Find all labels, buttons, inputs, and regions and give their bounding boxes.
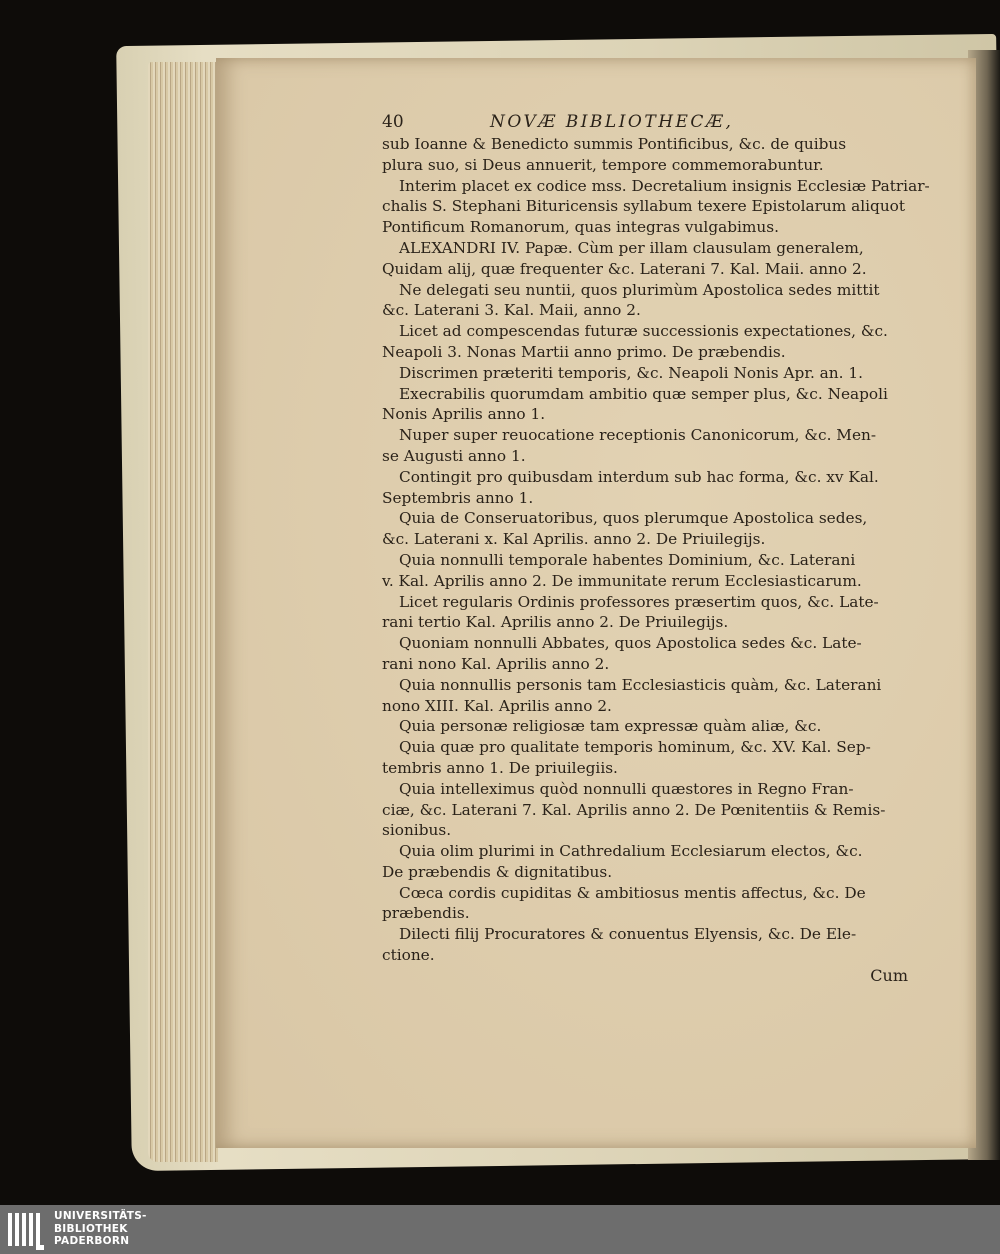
text-line: Interim placet ex codice mss. Decretalium insignis Ecclesiæ Patriar-	[399, 176, 930, 195]
text-lines	[382, 134, 930, 966]
text-line: plura suo, si Deus annuerit, tempore commemorabuntur.	[382, 155, 824, 174]
text-line: Dilecti filij Procuratores & conuentus Elyensis, &c. De Ele-	[399, 925, 857, 944]
text-line: Quia nonnullis personis tam Ecclesiasticis quàm, &c. Laterani	[399, 675, 882, 694]
text-line: Licet regularis Ordinis professores præsertim quos, &c. Late-	[399, 592, 879, 611]
text-line: Quia intelleximus quòd nonnulli quæstores in Regno Fran-	[399, 779, 854, 798]
text-line: Ne delegati seu nuntii, quos plurimùm Apostolica sedes mittit	[399, 280, 880, 299]
text-line: De præbendis & dignitatibus.	[382, 862, 613, 881]
library-logo-icon	[6, 1209, 46, 1250]
text-line: Nuper super reuocatione receptionis Canonicorum, &c. Men-	[399, 426, 877, 445]
text-line: &c. Laterani x. Kal Aprilis. anno 2. De Priuilegijs.	[382, 530, 766, 549]
logo-line-1: UNIVERSITÄTS-	[54, 1210, 147, 1222]
page-header	[382, 112, 912, 134]
text-line: Discrimen præteriti temporis, &c. Neapoli Nonis Apr. an. 1.	[399, 363, 863, 382]
text-line: Quia de Conseruatoribus, quos plerumque Apostolica sedes,	[399, 509, 868, 528]
text-line: rani nono Kal. Aprilis anno 2.	[382, 654, 610, 673]
text-line: ciæ, &c. Laterani 7. Kal. Aprilis anno 2. De Pœnitentiis & Remis-	[382, 800, 886, 819]
text-line: præbendis.	[382, 904, 470, 923]
running-head: NOVÆ BIBLIOTHECÆ,	[490, 112, 734, 132]
page-text	[382, 112, 930, 987]
text-line: Septembris anno 1.	[382, 488, 534, 507]
text-line: Contingit pro quibusdam interdum sub hac forma, &c. xv Kal.	[399, 467, 879, 486]
catchword: Cum	[870, 965, 908, 985]
text-line: Quoniam nonnulli Abbates, quos Apostolica sedes &c. Late-	[399, 634, 862, 653]
text-line: Quia personæ religiosæ tam expressæ quàm aliæ, &c.	[399, 717, 822, 736]
library-name	[54, 1210, 147, 1248]
page-edges	[148, 62, 218, 1162]
text-line: nono XIII. Kal. Aprilis anno 2.	[382, 696, 612, 715]
text-line: Quidam alij, quæ frequenter &c. Laterani 7. Kal. Maii. anno 2.	[382, 259, 867, 278]
text-line: Quia quæ pro qualitate temporis hominum, &c. XV. Kal. Sep-	[399, 738, 871, 757]
text-line: Neapoli 3. Nonas Martii anno primo. De præbendis.	[382, 342, 786, 361]
text-line: se Augusti anno 1.	[382, 446, 526, 465]
text-line: rani tertio Kal. Aprilis anno 2. De Priuilegijs.	[382, 613, 729, 632]
text-line: Nonis Aprilis anno 1.	[382, 405, 546, 424]
text-line: Execrabilis quorumdam ambitio quæ semper plus, &c. Neapoli	[399, 384, 888, 403]
text-line: Licet ad compescendas futuræ successionis expectationes, &c.	[399, 322, 888, 341]
page-number: 40	[382, 112, 404, 132]
text-line: Quia nonnulli temporale habentes Dominium, &c. Laterani	[399, 550, 856, 569]
text-line: chalis S. Stephani Bituricensis syllabum texere Epistolarum aliquot	[382, 197, 906, 216]
text-line: Pontificum Romanorum, quas integras vulgabimus.	[382, 218, 779, 237]
text-line: ALEXANDRI IV. Papæ. Cùm per illam clausulam generalem,	[399, 238, 864, 257]
text-line: Cœca cordis cupiditas & ambitiosus mentis affectus, &c. De	[399, 883, 866, 902]
text-line: &c. Laterani 3. Kal. Maii, anno 2.	[382, 301, 641, 320]
logo-line-2: BIBLIOTHEK	[54, 1222, 128, 1235]
text-line: v. Kal. Aprilis anno 2. De immunitate rerum Ecclesiasticarum.	[382, 571, 862, 590]
text-line: ctione.	[382, 946, 435, 965]
text-line: sub Ioanne & Benedicto summis Pontificibus, &c. de quibus	[382, 135, 847, 153]
logo-line-3: PADERBORN	[54, 1235, 130, 1247]
text-line: Quia olim plurimi in Cathredalium Ecclesiarum electos, &c.	[399, 842, 863, 861]
text-line: sionibus.	[382, 821, 452, 840]
library-footer	[0, 1205, 1000, 1254]
text-line: tembris anno 1. De priuilegiis.	[382, 758, 618, 777]
